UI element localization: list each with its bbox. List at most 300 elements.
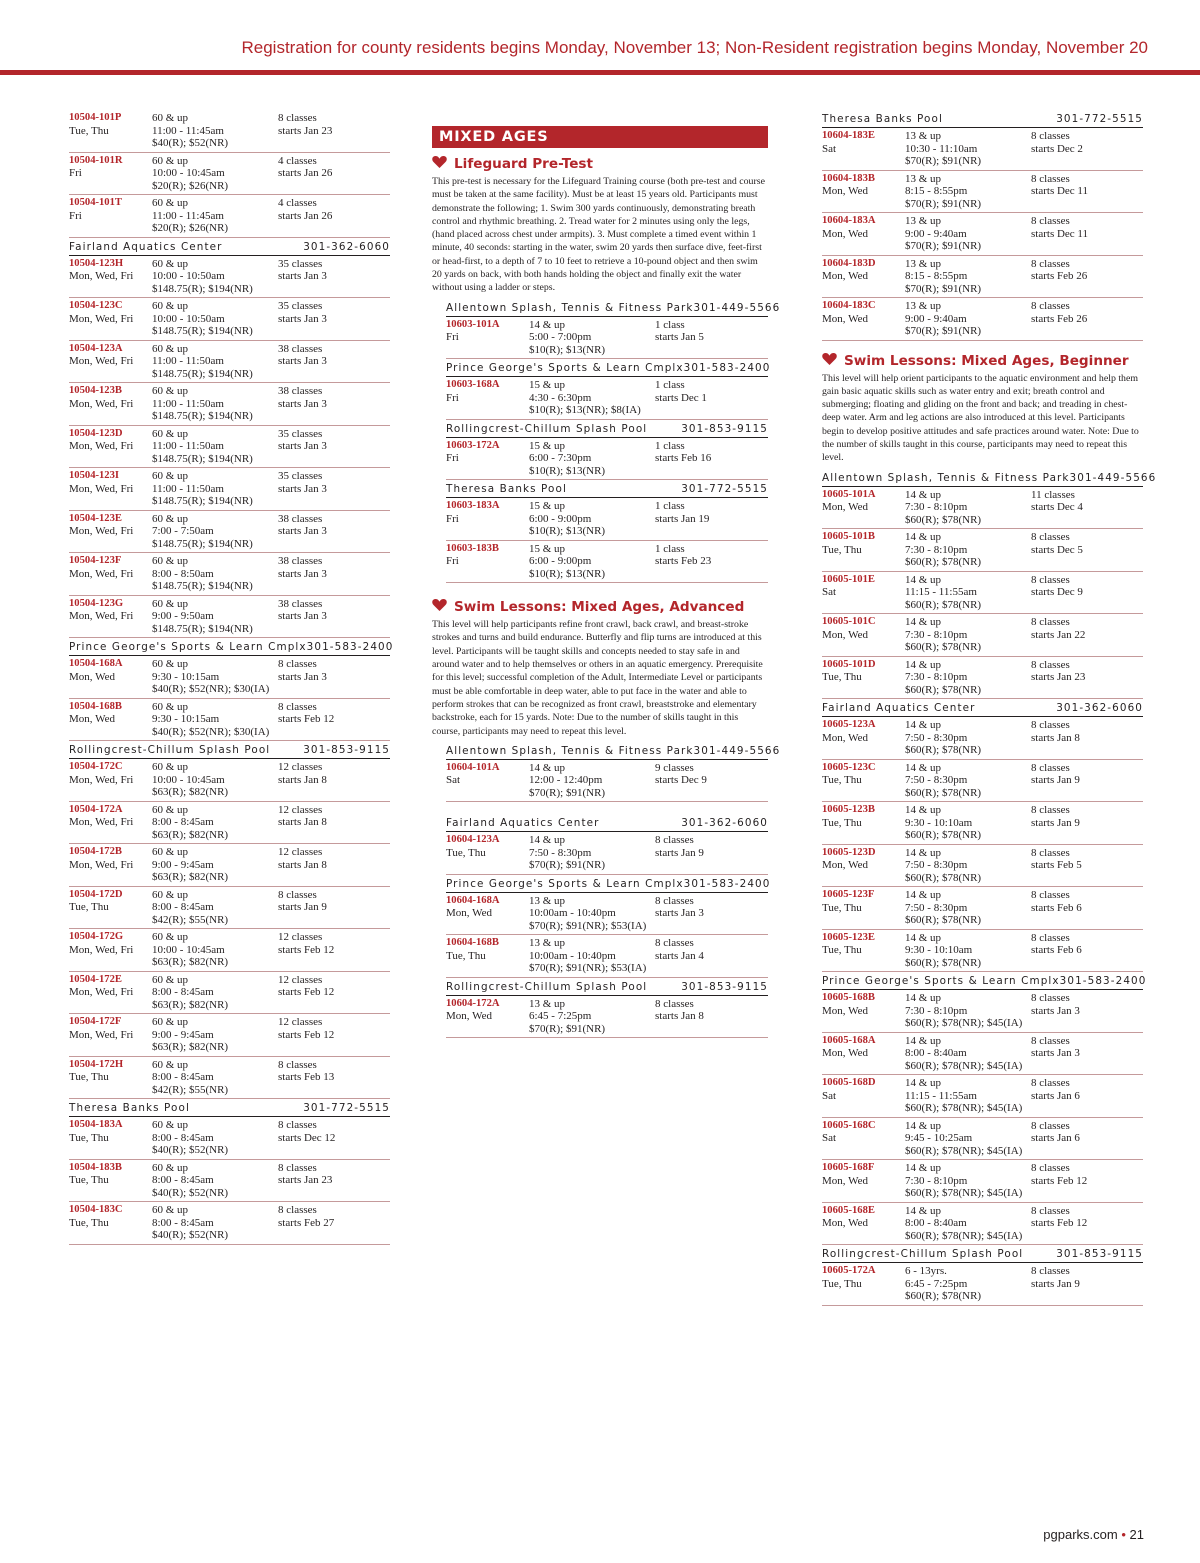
class-days: Tue, Thu — [69, 1216, 109, 1229]
class-fee: $60(R); $78(NR); $45(IA) — [905, 1187, 1023, 1200]
class-age: 60 & up — [152, 931, 189, 943]
location-phone: 301-449-5566 — [693, 301, 781, 314]
heart-icon — [432, 155, 447, 169]
class-fee: $148.75(R); $194(NR) — [152, 495, 253, 507]
class-time: 7:50 - 8:30pm — [905, 859, 968, 872]
class-listing — [822, 1160, 1143, 1203]
class-count: 8 classes — [1031, 130, 1070, 142]
class-time: 8:00 - 8:45am — [152, 1131, 214, 1144]
class-code: 10605-123D — [822, 846, 876, 858]
class-code: 10604-123A — [446, 834, 500, 846]
class-listing — [69, 972, 390, 1015]
class-code: 10504-123E — [69, 512, 122, 524]
location-group — [69, 110, 390, 238]
class-count: 38 classes — [278, 555, 323, 567]
class-start: starts Dec 2 — [1031, 142, 1083, 155]
class-listing — [822, 717, 1143, 760]
class-code: 10504-101T — [69, 197, 122, 208]
class-start: starts Jan 23 — [278, 1174, 333, 1186]
class-listing — [69, 383, 390, 426]
class-age: 60 & up — [152, 1058, 189, 1071]
location-phone: 301-853-9115 — [1056, 1248, 1143, 1261]
location-group — [69, 240, 390, 639]
location-header — [822, 471, 1157, 487]
class-count: 35 classes — [278, 300, 323, 312]
class-time: 10:00am - 10:40pm — [529, 949, 616, 962]
class-start: starts Jan 3 — [278, 355, 327, 367]
class-age: 14 & up — [905, 658, 942, 671]
location-phone: 301-772-5515 — [303, 1102, 390, 1114]
class-age: 60 & up — [152, 846, 189, 858]
class-code: 10504-172D — [69, 888, 123, 900]
class-age: 14 & up — [905, 616, 942, 629]
footer-bullet: • — [1121, 1527, 1126, 1542]
class-age: 60 & up — [152, 761, 189, 773]
class-age: 14 & up — [905, 804, 942, 817]
class-start: starts Jan 3 — [278, 525, 327, 537]
class-fee: $70(R); $91(NR) — [905, 155, 982, 167]
location-name: Allentown Splash, Tennis & Fitness Park — [822, 471, 1070, 484]
class-code: 10604-183D — [822, 257, 876, 269]
class-start: starts Jan 3 — [278, 397, 327, 410]
class-time: 10:00 - 10:45am — [152, 773, 225, 786]
class-start: starts Dec 4 — [1031, 501, 1083, 514]
class-fee: $63(R); $82(NR) — [152, 871, 229, 883]
location-header — [69, 1101, 390, 1117]
class-count: 12 classes — [278, 1016, 323, 1028]
class-age: 60 & up — [152, 154, 189, 167]
location-name: Fairland Aquatics Center — [69, 240, 223, 253]
class-start: starts Jan 3 — [278, 610, 327, 622]
class-time: 8:15 - 8:55pm — [905, 270, 968, 282]
class-code: 10504-172C — [69, 761, 123, 772]
location-name: Fairland Aquatics Center — [822, 702, 976, 715]
class-days: Mon, Wed, Fri — [69, 986, 134, 998]
class-count: 8 classes — [1031, 1077, 1070, 1090]
class-count: 12 classes — [278, 846, 323, 858]
location-group — [446, 482, 768, 583]
class-days: Sat — [446, 774, 461, 787]
class-start: starts Feb 12 — [278, 713, 335, 725]
class-listing — [446, 317, 768, 360]
class-code: 10504-172B — [69, 846, 122, 857]
class-count: 4 classes — [278, 154, 317, 167]
location-name: Rollingcrest-Chillum Splash Pool — [69, 744, 271, 756]
class-code: 10604-183A — [822, 215, 876, 226]
class-age: 14 & up — [529, 761, 566, 774]
class-listing — [822, 298, 1143, 341]
location-phone: 301-772-5515 — [681, 483, 768, 496]
location-group — [446, 744, 781, 803]
class-code: 10604-101A — [446, 761, 500, 773]
class-age: 13 & up — [905, 172, 942, 185]
class-count: 12 classes — [278, 803, 323, 816]
class-start: starts Feb 12 — [1031, 1174, 1088, 1187]
class-listing — [69, 699, 390, 742]
class-start: starts Dec 1 — [655, 391, 707, 404]
course-description: This level will help participants refine front crawl, back crawl, and breast-stroke strokes and turns and build endurance. Butterfly and flip turns are introduced at this level. Participants will be taught skills and concepts needed to stay safe in and around water and to help themselves or others in an aquatic emergency. Prerequisite for this level; successful completion of the Adult, Intermediate Level or participants must be able comfortable in deep water, able to put face in the water and able to perform strokes that can be recognized as front crawl, breaststroke and elementary backstroke, each for 15 yards. Note: Due to the number of skills taught in this course, participants may need to repeat this level. — [432, 619, 763, 737]
class-listing — [822, 529, 1143, 572]
location-group — [446, 361, 771, 420]
class-count: 8 classes — [1031, 1265, 1070, 1278]
class-listing — [69, 553, 390, 596]
class-days: Sat — [822, 1132, 837, 1145]
class-code: 10603-183B — [446, 542, 499, 554]
class-code: 10504-172E — [69, 973, 122, 985]
class-code: 10504-172H — [69, 1058, 124, 1070]
location-phone: 301-583-2400 — [306, 641, 394, 653]
class-count: 8 classes — [1031, 257, 1070, 270]
location-name: Prince George's Sports & Learn Cmplx — [822, 975, 1060, 988]
class-code: 10604-168B — [446, 937, 499, 949]
class-start: starts Feb 5 — [1031, 859, 1082, 872]
class-age: 13 & up — [905, 215, 942, 227]
class-days: Tue, Thu — [822, 774, 862, 787]
class-fee: $42(R); $55(NR) — [152, 1083, 229, 1096]
class-fee: $10(R); $13(NR) — [529, 343, 606, 356]
class-fee: $70(R); $91(NR) — [529, 786, 606, 799]
location-group — [69, 640, 394, 741]
class-count: 8 classes — [1031, 172, 1070, 185]
class-time: 7:30 - 8:10pm — [905, 543, 968, 556]
class-start: starts Feb 16 — [655, 452, 712, 465]
footer-site: pgparks.com — [1043, 1527, 1118, 1542]
location-name: Theresa Banks Pool — [446, 483, 567, 496]
class-time: 11:00 - 11:50am — [152, 482, 224, 495]
class-days: Mon, Wed — [822, 1217, 868, 1230]
class-time: 8:00 - 8:50am — [152, 567, 214, 580]
location-group — [69, 743, 390, 1099]
class-time: 7:50 - 8:30pm — [905, 774, 968, 787]
location-phone: 301-772-5515 — [1056, 113, 1143, 125]
location-phone: 301-362-6060 — [1056, 702, 1143, 715]
class-count: 8 classes — [1031, 658, 1070, 671]
class-listing — [69, 1202, 390, 1245]
class-start: starts Feb 6 — [1031, 944, 1082, 957]
class-time: 11:00 - 11:45am — [152, 209, 224, 222]
class-start: starts Jan 6 — [1031, 1089, 1080, 1102]
class-start: starts Dec 11 — [1031, 227, 1089, 240]
class-days: Mon, Wed, Fri — [69, 816, 134, 828]
class-listing — [69, 426, 390, 469]
class-listing — [822, 845, 1143, 888]
class-fee: $60(R); $78(NR) — [905, 1290, 982, 1303]
location-name: Fairland Aquatics Center — [446, 817, 600, 830]
class-code: 10504-123C — [69, 300, 123, 311]
location-phone: 301-583-2400 — [683, 877, 771, 890]
class-days: Mon, Wed, Fri — [69, 525, 134, 537]
class-time: 9:30 - 10:10am — [905, 816, 973, 829]
class-time: 6:45 - 7:25pm — [529, 1010, 592, 1023]
class-code: 10605-168E — [822, 1204, 875, 1216]
location-group — [446, 422, 768, 481]
class-start: starts Jan 26 — [278, 209, 333, 222]
class-start: starts Jan 8 — [278, 773, 327, 786]
class-code: 10604-172A — [446, 997, 500, 1009]
location-header — [822, 112, 1143, 128]
location-group — [822, 701, 1143, 972]
class-days: Mon, Wed, Fri — [69, 270, 134, 282]
location-group — [822, 471, 1157, 700]
class-age: 60 & up — [152, 197, 189, 209]
class-listing — [69, 153, 390, 196]
class-count: 8 classes — [1031, 992, 1070, 1005]
class-days: Mon, Wed, Fri — [69, 397, 134, 410]
class-listing — [69, 656, 390, 699]
course-title — [822, 352, 1143, 370]
class-age: 13 & up — [905, 300, 942, 312]
class-age: 14 & up — [905, 1077, 942, 1090]
location-header — [69, 640, 394, 656]
class-code: 10605-168F — [822, 1162, 875, 1174]
class-count: 8 classes — [1031, 215, 1070, 227]
location-group — [446, 301, 781, 360]
location-phone: 301-362-6060 — [303, 240, 390, 253]
course-description: This level will help orient participants to the aquatic environment and help them gain basic aquatic skills such as water entry and exit; breath control and submerging; floating and gliding on the front and back; and treading in chest-deep water. Arm and leg actions are also introduced at this level. Participants begin to develop positive attitudes and safe practices around water. Note: Due to the number of skills taught in this course, participants may need to repeat this level. — [822, 372, 1139, 464]
class-start: starts Jan 3 — [1031, 1004, 1080, 1017]
class-listing — [446, 438, 768, 481]
class-code: 10504-183C — [69, 1204, 123, 1215]
class-listing — [822, 572, 1143, 615]
class-age: 13 & up — [529, 997, 566, 1010]
class-code: 10504-123A — [69, 342, 123, 354]
class-age: 6 - 13yrs. — [905, 1265, 947, 1278]
class-start: starts Jan 9 — [655, 846, 704, 859]
class-start: starts Jan 5 — [655, 331, 704, 344]
class-count: 8 classes — [1031, 616, 1070, 629]
class-age: 60 & up — [152, 803, 189, 816]
class-fee: $60(R); $78(NR); $45(IA) — [905, 1017, 1023, 1030]
location-name: Rollingcrest-Chillum Splash Pool — [446, 980, 648, 993]
class-count: 8 classes — [1031, 1204, 1070, 1217]
class-listing — [822, 213, 1143, 256]
class-days: Mon, Wed, Fri — [69, 610, 134, 622]
class-listing — [446, 377, 768, 420]
class-days: Mon, Wed, Fri — [69, 440, 134, 452]
class-start: starts Feb 12 — [278, 1028, 335, 1041]
class-time: 10:00am - 10:40pm — [529, 907, 616, 920]
class-fee: $70(R); $91(NR) — [905, 240, 982, 252]
class-age: 13 & up — [529, 937, 566, 950]
class-days: Tue, Thu — [69, 1174, 109, 1186]
class-time: 9:00 - 9:45am — [152, 858, 214, 871]
class-listing — [446, 996, 768, 1039]
class-age: 14 & up — [905, 1034, 942, 1047]
class-days: Mon, Wed — [822, 731, 868, 744]
location-name: Allentown Splash, Tennis & Fitness Park — [446, 301, 694, 314]
class-time: 7:00 - 7:50am — [152, 525, 214, 537]
class-time: 9:00 - 9:45am — [152, 1028, 214, 1041]
location-header — [446, 877, 771, 893]
class-listing — [822, 802, 1143, 845]
class-count: 9 classes — [655, 761, 694, 774]
class-fee: $148.75(R); $194(NR) — [152, 580, 253, 592]
heart-icon — [432, 598, 447, 612]
class-count: 8 classes — [655, 997, 694, 1010]
class-count: 12 classes — [278, 761, 323, 773]
class-days: Mon, Wed — [446, 907, 492, 920]
class-listing — [822, 1118, 1143, 1161]
class-code: 10605-172A — [822, 1265, 876, 1277]
class-code: 10605-101D — [822, 658, 876, 670]
class-time: 6:45 - 7:25pm — [905, 1277, 968, 1290]
class-days: Tue, Thu — [69, 124, 109, 137]
class-time: 5:00 - 7:00pm — [529, 331, 592, 344]
class-start: starts Jan 9 — [1031, 816, 1080, 829]
class-days: Mon, Wed, Fri — [69, 1028, 134, 1041]
class-time: 8:00 - 8:45am — [152, 1174, 214, 1186]
class-time: 10:00 - 10:45am — [152, 943, 225, 956]
class-time: 9:00 - 9:40am — [905, 227, 967, 240]
class-listing — [822, 887, 1143, 930]
location-header — [446, 482, 768, 498]
class-days: Sat — [822, 142, 837, 155]
class-code: 10605-168C — [822, 1119, 876, 1131]
class-start: starts Feb 6 — [1031, 901, 1082, 914]
class-code: 10605-123A — [822, 719, 876, 731]
class-start: starts Jan 8 — [278, 816, 327, 828]
class-start: starts Jan 9 — [1031, 1277, 1080, 1290]
class-age: 13 & up — [529, 894, 566, 907]
class-listing — [822, 1203, 1143, 1246]
class-listing — [446, 760, 768, 803]
class-code: 10504-183B — [69, 1161, 122, 1173]
location-phone: 301-449-5566 — [1069, 471, 1157, 484]
class-listing — [69, 110, 390, 153]
heart-icon — [822, 352, 837, 366]
class-fee: $60(R); $78(NR) — [905, 513, 982, 526]
class-age: 60 & up — [152, 512, 189, 525]
location-name: Prince George's Sports & Learn Cmplx — [446, 362, 684, 375]
class-time: 9:30 - 10:10am — [905, 944, 973, 957]
class-code: 10603-172A — [446, 439, 500, 451]
class-days: Tue, Thu — [822, 671, 862, 684]
class-listing — [69, 887, 390, 930]
location-header — [446, 422, 768, 438]
class-code: 10504-183A — [69, 1119, 123, 1130]
class-count: 8 classes — [1031, 846, 1070, 859]
class-code: 10504-101R — [69, 154, 123, 166]
class-count: 8 classes — [655, 894, 694, 907]
class-age: 14 & up — [905, 992, 942, 1005]
class-code: 10605-101B — [822, 531, 875, 543]
class-fee: $60(R); $78(NR); $45(IA) — [905, 1144, 1023, 1157]
class-count: 8 classes — [1031, 1162, 1070, 1175]
class-time: 11:00 - 11:50am — [152, 355, 224, 367]
class-days: Sat — [822, 586, 837, 599]
class-start: starts Jan 22 — [1031, 628, 1086, 641]
class-age: 14 & up — [529, 318, 566, 331]
class-days: Mon, Wed — [446, 1010, 492, 1023]
location-name: Rollingcrest-Chillum Splash Pool — [446, 422, 648, 435]
class-code: 10604-183B — [822, 172, 875, 184]
class-time: 8:00 - 8:40am — [905, 1217, 967, 1230]
class-days: Mon, Wed, Fri — [69, 312, 134, 325]
class-time: 8:00 - 8:45am — [152, 1216, 214, 1229]
class-fee: $70(R); $91(NR) — [529, 1022, 606, 1035]
class-days: Mon, Wed, Fri — [69, 355, 134, 367]
class-age: 15 & up — [529, 379, 566, 392]
class-code: 10504-172G — [69, 931, 124, 942]
class-start: starts Feb 23 — [655, 555, 712, 568]
class-age: 14 & up — [905, 931, 942, 944]
class-time: 10:00 - 10:50am — [152, 312, 225, 325]
course-title-text: Lifeguard Pre-Test — [454, 156, 594, 172]
class-age: 13 & up — [905, 130, 942, 142]
class-days: Mon, Wed, Fri — [69, 858, 134, 871]
class-start: starts Feb 13 — [278, 1071, 335, 1083]
class-days: Tue, Thu — [446, 949, 486, 962]
class-fee: $60(R); $78(NR) — [905, 786, 982, 799]
class-fee: $40(R); $52(NR) — [152, 137, 229, 149]
class-listing — [69, 1160, 390, 1203]
class-start: starts Jan 23 — [278, 124, 333, 137]
class-time: 9:45 - 10:25am — [905, 1132, 973, 1145]
class-count: 1 class — [655, 439, 685, 452]
class-time: 8:00 - 8:45am — [152, 986, 214, 998]
class-fee: $60(R); $78(NR) — [905, 598, 982, 611]
class-start: starts Jan 6 — [1031, 1132, 1080, 1145]
class-age: 14 & up — [905, 846, 942, 859]
column-3 — [822, 110, 1157, 1306]
location-phone: 301-853-9115 — [303, 744, 390, 756]
class-count: 8 classes — [1031, 719, 1070, 732]
class-code: 10504-123H — [69, 257, 124, 269]
class-age: 14 & up — [905, 531, 942, 544]
class-days: Tue, Thu — [446, 846, 486, 859]
class-fee: $148.75(R); $194(NR) — [152, 410, 253, 422]
class-fee: $148.75(R); $194(NR) — [152, 367, 253, 380]
class-code: 10504-168A — [69, 658, 123, 669]
class-fee: $148.75(R); $194(NR) — [152, 325, 253, 337]
class-listing — [446, 832, 768, 875]
class-code: 10605-123F — [822, 889, 875, 901]
class-time: 8:00 - 8:45am — [152, 1071, 214, 1083]
class-code: 10504-168B — [69, 700, 122, 712]
class-fee: $70(R); $91(NR); $53(IA) — [529, 919, 647, 932]
class-count: 1 class — [655, 542, 685, 555]
location-name: Rollingcrest-Chillum Splash Pool — [822, 1248, 1024, 1261]
class-count: 12 classes — [278, 973, 323, 986]
course-title — [432, 155, 768, 173]
class-fee: $40(R); $52(NR); $30(IA) — [152, 683, 270, 695]
class-code: 10605-123C — [822, 761, 876, 773]
class-time: 11:00 - 11:45am — [152, 124, 224, 137]
class-code: 10504-172A — [69, 803, 123, 815]
location-header — [446, 744, 781, 760]
class-time: 8:00 - 8:45am — [152, 901, 214, 913]
class-listing — [69, 341, 390, 384]
course-title-text: Swim Lessons: Mixed Ages, Beginner — [844, 352, 1129, 369]
location-phone: 301-362-6060 — [681, 817, 768, 830]
location-name: Prince George's Sports & Learn Cmplx — [446, 877, 684, 890]
location-phone: 301-853-9115 — [681, 422, 768, 435]
class-age: 60 & up — [152, 300, 189, 312]
class-fee: $63(R); $82(NR) — [152, 1041, 229, 1053]
class-code: 10605-168B — [822, 992, 875, 1004]
class-days: Tue, Thu — [822, 1277, 862, 1290]
class-time: 7:50 - 8:30pm — [905, 731, 968, 744]
class-start: starts Feb 27 — [278, 1216, 335, 1229]
class-start: starts Jan 8 — [1031, 731, 1080, 744]
class-time: 8:15 - 8:55pm — [905, 185, 968, 197]
location-phone: 301-583-2400 — [1059, 975, 1147, 988]
class-count: 8 classes — [1031, 804, 1070, 817]
class-count: 8 classes — [1031, 931, 1070, 944]
class-listing — [446, 541, 768, 584]
class-count: 8 classes — [655, 937, 694, 950]
class-start: starts Jan 26 — [278, 167, 333, 179]
